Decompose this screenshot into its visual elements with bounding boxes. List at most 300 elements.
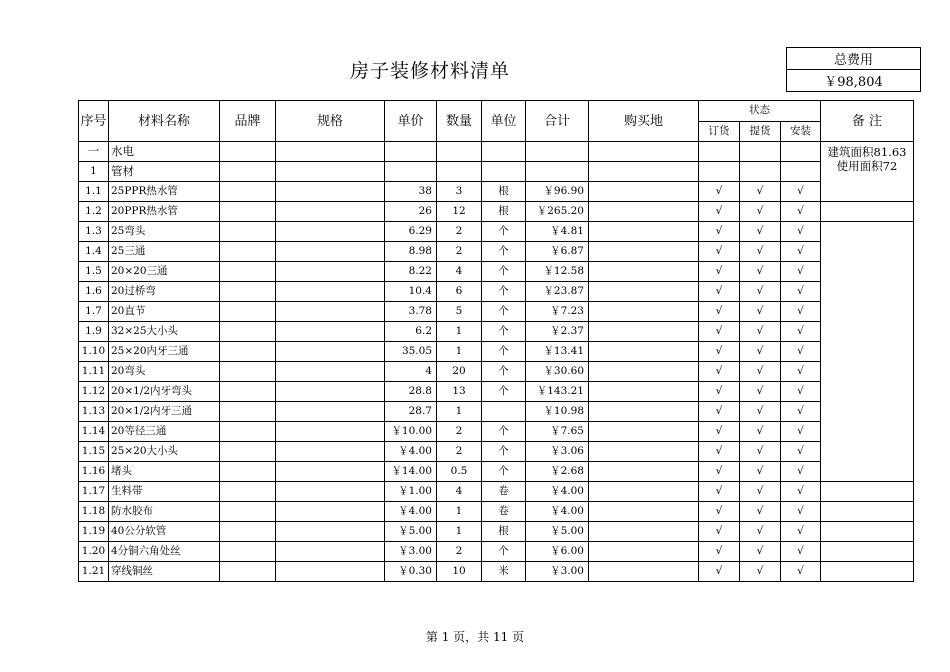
row-name: 生料带 (109, 482, 220, 502)
row-spec (276, 202, 385, 222)
row-pickup: √ (740, 322, 781, 342)
total-cost-box (786, 47, 921, 92)
row-seq: 1.16 (79, 462, 109, 482)
header-unit: 单位 (482, 101, 526, 142)
row-pickup: √ (740, 182, 781, 202)
row-where (589, 342, 699, 362)
row-seq: 1.11 (79, 362, 109, 382)
row-price: ￥14.00 (385, 462, 437, 482)
row-brand (220, 382, 276, 402)
row-qty: 2 (437, 542, 482, 562)
row-order: √ (699, 282, 740, 302)
row-qty: 5 (437, 302, 482, 322)
row-spec (276, 502, 385, 522)
row-brand (220, 202, 276, 222)
row-order: √ (699, 302, 740, 322)
header-qty: 数量 (437, 101, 482, 142)
row-spec (276, 302, 385, 322)
row-total: ￥3.06 (526, 442, 589, 462)
row-pickup: √ (740, 562, 781, 582)
row-unit: 根 (482, 202, 526, 222)
row-total: ￥7.23 (526, 302, 589, 322)
row-unit: 个 (482, 222, 526, 242)
row-seq: 1.5 (79, 262, 109, 282)
row-price: 38 (385, 182, 437, 202)
row-total: ￥4.00 (526, 502, 589, 522)
row-total: ￥6.00 (526, 542, 589, 562)
row-qty: 2 (437, 242, 482, 262)
row-brand (220, 282, 276, 302)
row-total: ￥10.98 (526, 402, 589, 422)
header-install: 安装 (781, 121, 821, 142)
row-install: √ (781, 462, 821, 482)
row-pickup: √ (740, 482, 781, 502)
row-remark (821, 222, 914, 242)
row-install: √ (781, 242, 821, 262)
row-qty: 2 (437, 442, 482, 462)
row-install: √ (781, 522, 821, 542)
row-remark (821, 362, 914, 382)
row-where (589, 402, 699, 422)
row-install: √ (781, 422, 821, 442)
row-where (589, 242, 699, 262)
row-unit: 根 (482, 182, 526, 202)
row-qty: 1 (437, 502, 482, 522)
row-price: ￥4.00 (385, 502, 437, 522)
row-qty: 1 (437, 522, 482, 542)
row-brand (220, 362, 276, 382)
row-brand (220, 182, 276, 202)
section-row (79, 142, 914, 162)
row-price: 28.8 (385, 382, 437, 402)
row-order: √ (699, 382, 740, 402)
row-spec (276, 242, 385, 262)
table-row (79, 322, 914, 342)
row-unit: 卷 (482, 502, 526, 522)
row-spec (276, 382, 385, 402)
row-where (589, 522, 699, 542)
row-seq: 1.9 (79, 322, 109, 342)
row-seq: 1.17 (79, 482, 109, 502)
row-brand (220, 522, 276, 542)
row-remark (821, 482, 914, 502)
row-seq: 1.7 (79, 302, 109, 322)
row-where (589, 302, 699, 322)
subsection-seq: 1 (79, 162, 109, 182)
row-name: 穿线铜丝 (109, 562, 220, 582)
row-name: 25PPR热水管 (109, 182, 220, 202)
row-pickup: √ (740, 302, 781, 322)
row-pickup: √ (740, 262, 781, 282)
row-install: √ (781, 262, 821, 282)
table-row (79, 442, 914, 462)
row-order: √ (699, 422, 740, 442)
row-brand (220, 562, 276, 582)
row-unit: 个 (482, 282, 526, 302)
row-install: √ (781, 542, 821, 562)
row-name: 20×20三通 (109, 262, 220, 282)
table-row (79, 262, 914, 282)
row-spec (276, 442, 385, 462)
row-price: 26 (385, 202, 437, 222)
row-where (589, 562, 699, 582)
row-remark (821, 502, 914, 522)
table-row (79, 282, 914, 302)
row-seq: 1.10 (79, 342, 109, 362)
row-spec (276, 562, 385, 582)
row-order: √ (699, 222, 740, 242)
row-pickup: √ (740, 242, 781, 262)
row-install: √ (781, 402, 821, 422)
row-remark (821, 382, 914, 402)
subsection-row (79, 162, 914, 182)
row-order: √ (699, 242, 740, 262)
row-seq: 1.3 (79, 222, 109, 242)
row-total: ￥4.00 (526, 482, 589, 502)
row-unit: 米 (482, 562, 526, 582)
row-install: √ (781, 302, 821, 322)
row-brand (220, 222, 276, 242)
row-price: ￥4.00 (385, 442, 437, 462)
header-status: 状态 (699, 101, 821, 122)
row-order: √ (699, 262, 740, 282)
row-total: ￥3.00 (526, 562, 589, 582)
row-brand (220, 422, 276, 442)
row-qty: 10 (437, 562, 482, 582)
row-total: ￥96.90 (526, 182, 589, 202)
row-remark (821, 522, 914, 542)
sheet-title: 房子装修材料清单 (349, 60, 510, 82)
row-price: ￥1.00 (385, 482, 437, 502)
row-qty: 1 (437, 402, 482, 422)
row-pickup: √ (740, 542, 781, 562)
table-row (79, 422, 914, 442)
row-price: 6.29 (385, 222, 437, 242)
row-unit: 个 (482, 262, 526, 282)
total-cost-value: ￥98,804 (787, 70, 921, 92)
row-qty: 20 (437, 362, 482, 382)
row-total: ￥6.87 (526, 242, 589, 262)
row-order: √ (699, 182, 740, 202)
row-seq: 1.21 (79, 562, 109, 582)
header-price: 单价 (385, 101, 437, 142)
row-unit: 个 (482, 422, 526, 442)
row-qty: 0.5 (437, 462, 482, 482)
row-brand (220, 542, 276, 562)
row-remark (821, 242, 914, 262)
header-brand: 品牌 (220, 101, 276, 142)
row-where (589, 282, 699, 302)
row-price: ￥10.00 (385, 422, 437, 442)
row-qty: 2 (437, 222, 482, 242)
row-total: ￥7.65 (526, 422, 589, 442)
row-name: 20×1/2内牙弯头 (109, 382, 220, 402)
header-pickup: 提货 (740, 121, 781, 142)
row-seq: 1.14 (79, 422, 109, 442)
row-where (589, 262, 699, 282)
row-unit: 个 (482, 442, 526, 462)
row-unit: 卷 (482, 482, 526, 502)
row-order: √ (699, 482, 740, 502)
row-unit: 根 (482, 522, 526, 542)
row-spec (276, 542, 385, 562)
table-row (79, 342, 914, 362)
row-order: √ (699, 562, 740, 582)
row-total: ￥2.37 (526, 322, 589, 342)
row-install: √ (781, 342, 821, 362)
row-seq: 1.4 (79, 242, 109, 262)
row-total: ￥143.21 (526, 382, 589, 402)
row-name: 防水胶布 (109, 502, 220, 522)
row-spec (276, 522, 385, 542)
row-total: ￥30.60 (526, 362, 589, 382)
row-remark (821, 462, 914, 482)
row-qty: 1 (437, 322, 482, 342)
row-seq: 1.1 (79, 182, 109, 202)
row-install: √ (781, 382, 821, 402)
row-unit (482, 402, 526, 422)
row-spec (276, 462, 385, 482)
table-row (79, 402, 914, 422)
table-row (79, 382, 914, 402)
row-order: √ (699, 402, 740, 422)
remark-note: 建筑面积81.63 使用面积72 (821, 142, 914, 202)
row-seq: 1.12 (79, 382, 109, 402)
row-total: ￥265.20 (526, 202, 589, 222)
row-pickup: √ (740, 382, 781, 402)
row-remark (821, 562, 914, 582)
row-pickup: √ (740, 402, 781, 422)
row-spec (276, 342, 385, 362)
section-seq: 一 (79, 142, 109, 162)
row-install: √ (781, 482, 821, 502)
row-remark (821, 342, 914, 362)
table-body (79, 142, 914, 582)
row-spec (276, 422, 385, 442)
table-row (79, 542, 914, 562)
row-seq: 1.15 (79, 442, 109, 462)
row-unit: 个 (482, 242, 526, 262)
row-total: ￥2.68 (526, 462, 589, 482)
row-spec (276, 262, 385, 282)
row-order: √ (699, 502, 740, 522)
row-price: ￥0.30 (385, 562, 437, 582)
row-where (589, 362, 699, 382)
row-total: ￥23.87 (526, 282, 589, 302)
row-name: 20过桥弯 (109, 282, 220, 302)
row-where (589, 202, 699, 222)
row-brand (220, 402, 276, 422)
row-brand (220, 462, 276, 482)
row-where (589, 542, 699, 562)
header-where: 购买地 (589, 101, 699, 142)
row-seq: 1.13 (79, 402, 109, 422)
row-qty: 1 (437, 342, 482, 362)
table-row (79, 562, 914, 582)
table-row (79, 222, 914, 242)
row-price: 35.05 (385, 342, 437, 362)
row-pickup: √ (740, 202, 781, 222)
row-where (589, 382, 699, 402)
table-row (79, 462, 914, 482)
row-qty: 13 (437, 382, 482, 402)
row-price: 8.98 (385, 242, 437, 262)
row-brand (220, 342, 276, 362)
row-unit: 个 (482, 322, 526, 342)
row-spec (276, 282, 385, 302)
row-where (589, 502, 699, 522)
row-qty: 2 (437, 422, 482, 442)
row-order: √ (699, 342, 740, 362)
row-remark (821, 542, 914, 562)
row-order: √ (699, 322, 740, 342)
row-name: 20等径三通 (109, 422, 220, 442)
row-unit: 个 (482, 302, 526, 322)
row-brand (220, 482, 276, 502)
row-pickup: √ (740, 342, 781, 362)
section-name: 水电 (109, 142, 220, 162)
row-remark (821, 262, 914, 282)
row-price: ￥5.00 (385, 522, 437, 542)
row-name: 40公分软管 (109, 522, 220, 542)
table-row (79, 202, 914, 222)
row-remark (821, 302, 914, 322)
row-name: 20直节 (109, 302, 220, 322)
row-total: ￥12.58 (526, 262, 589, 282)
row-unit: 个 (482, 542, 526, 562)
row-price: 8.22 (385, 262, 437, 282)
table-row (79, 482, 914, 502)
row-name: 20×1/2内牙三通 (109, 402, 220, 422)
row-pickup: √ (740, 362, 781, 382)
row-where (589, 462, 699, 482)
row-pickup: √ (740, 222, 781, 242)
row-qty: 12 (437, 202, 482, 222)
row-unit: 个 (482, 382, 526, 402)
row-brand (220, 242, 276, 262)
row-seq: 1.6 (79, 282, 109, 302)
row-qty: 4 (437, 262, 482, 282)
row-total: ￥5.00 (526, 522, 589, 542)
row-spec (276, 362, 385, 382)
row-remark (821, 442, 914, 462)
row-install: √ (781, 442, 821, 462)
subsection-name: 管材 (109, 162, 220, 182)
row-order: √ (699, 462, 740, 482)
row-pickup: √ (740, 502, 781, 522)
row-name: 25弯头 (109, 222, 220, 242)
row-name: 32×25大小头 (109, 322, 220, 342)
row-name: 20PPR热水管 (109, 202, 220, 222)
row-pickup: √ (740, 462, 781, 482)
header-seq: 序号 (79, 101, 109, 142)
row-name: 25×20内牙三通 (109, 342, 220, 362)
header-remark: 备 注 (821, 101, 914, 142)
row-seq: 1.2 (79, 202, 109, 222)
row-spec (276, 322, 385, 342)
row-pickup: √ (740, 422, 781, 442)
row-pickup: √ (740, 282, 781, 302)
table-row (79, 502, 914, 522)
row-install: √ (781, 562, 821, 582)
row-remark (821, 202, 914, 222)
header-subtotal: 合计 (526, 101, 589, 142)
row-where (589, 442, 699, 462)
row-brand (220, 442, 276, 462)
row-spec (276, 182, 385, 202)
row-seq: 1.19 (79, 522, 109, 542)
row-order: √ (699, 542, 740, 562)
row-unit: 个 (482, 362, 526, 382)
row-name: 25×20大小头 (109, 442, 220, 462)
row-price: 28.7 (385, 402, 437, 422)
row-total: ￥4.81 (526, 222, 589, 242)
materials-table (78, 100, 914, 582)
row-where (589, 422, 699, 442)
row-order: √ (699, 442, 740, 462)
row-install: √ (781, 282, 821, 302)
header-order: 订货 (699, 121, 740, 142)
row-name: 25三通 (109, 242, 220, 262)
row-spec (276, 482, 385, 502)
row-order: √ (699, 202, 740, 222)
row-install: √ (781, 222, 821, 242)
row-unit: 个 (482, 462, 526, 482)
header-name: 材料名称 (109, 101, 220, 142)
header-spec: 规格 (276, 101, 385, 142)
row-order: √ (699, 522, 740, 542)
row-where (589, 222, 699, 242)
table-row (79, 302, 914, 322)
row-spec (276, 402, 385, 422)
table-row (79, 362, 914, 382)
row-pickup: √ (740, 442, 781, 462)
page-footer: 第 1 页，共 11 页 (425, 630, 525, 644)
table-row (79, 182, 914, 202)
row-where (589, 482, 699, 502)
row-remark (821, 402, 914, 422)
row-pickup: √ (740, 522, 781, 542)
row-install: √ (781, 202, 821, 222)
row-qty: 4 (437, 482, 482, 502)
table-row (79, 242, 914, 262)
row-remark (821, 422, 914, 442)
total-cost-label: 总费用 (787, 48, 921, 70)
row-name: 4分铜六角处丝 (109, 542, 220, 562)
row-qty: 3 (437, 182, 482, 202)
row-price: ￥3.00 (385, 542, 437, 562)
table-row (79, 522, 914, 542)
row-total: ￥13.41 (526, 342, 589, 362)
row-where (589, 182, 699, 202)
row-unit: 个 (482, 342, 526, 362)
row-install: √ (781, 502, 821, 522)
row-install: √ (781, 362, 821, 382)
row-remark (821, 322, 914, 342)
row-install: √ (781, 182, 821, 202)
row-seq: 1.20 (79, 542, 109, 562)
row-brand (220, 302, 276, 322)
row-brand (220, 502, 276, 522)
table-header (79, 101, 914, 142)
row-price: 10.4 (385, 282, 437, 302)
row-name: 堵头 (109, 462, 220, 482)
row-qty: 6 (437, 282, 482, 302)
row-install: √ (781, 322, 821, 342)
row-name: 20弯头 (109, 362, 220, 382)
row-where (589, 322, 699, 342)
row-spec (276, 222, 385, 242)
